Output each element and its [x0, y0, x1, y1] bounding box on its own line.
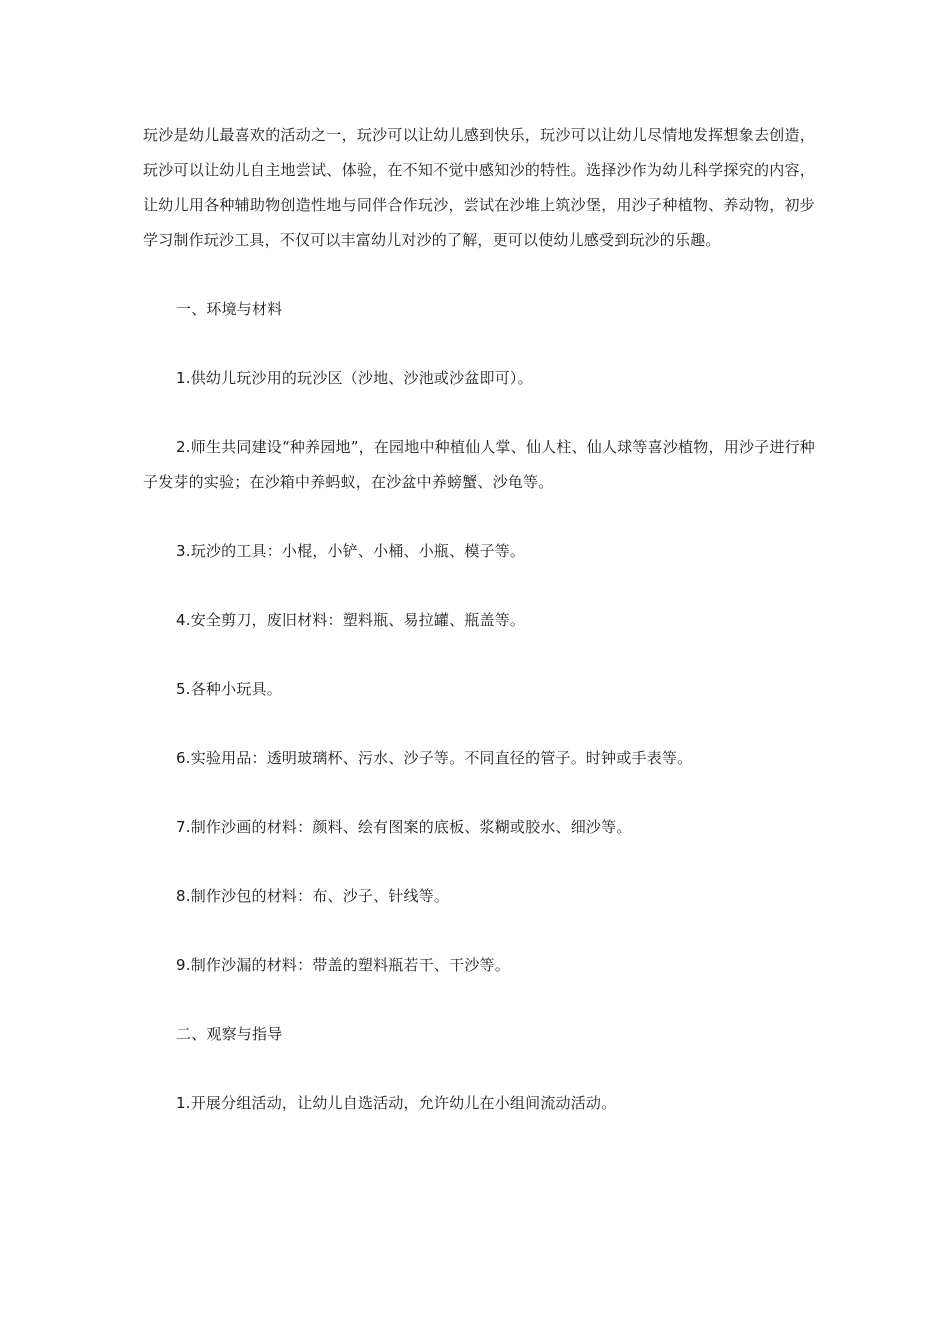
list-item — [143, 672, 815, 707]
item-number: 5. — [176, 680, 191, 698]
item-text: 玩沙的工具：小棍，小铲、小桶、小瓶、模子等。 — [190, 542, 526, 560]
item-text: 供幼儿玩沙用的玩沙区（沙地、沙池或沙盆即可）。 — [190, 369, 533, 387]
item-text: 实验用品：透明玻璃杯、污水、沙子等。不同直径的管子。时钟或手表等。 — [190, 749, 693, 767]
item-number: 1. — [176, 369, 191, 387]
item-text: 制作沙画的材料：颜料、绘有图案的底板、浆糊或胶水、细沙等。 — [190, 818, 632, 836]
list-item — [143, 948, 815, 983]
section-heading-observation: 二、观察与指导 — [176, 1025, 283, 1043]
item-text: 师生共同建设“种养园地”，在园地中种植仙人掌、仙人柱、仙人球等喜沙植物，用沙子进行种子发芽的实验；在沙箱中养蚂蚁，在沙盆中养螃蟹、沙龟等。 — [143, 438, 815, 491]
list-item — [143, 1086, 815, 1121]
item-number: 6. — [176, 749, 191, 767]
item-number: 2. — [176, 438, 191, 456]
list-item — [143, 430, 815, 500]
list-item — [143, 879, 815, 914]
item-number: 1. — [176, 1094, 191, 1112]
list-item — [143, 603, 815, 638]
list-item — [143, 810, 815, 845]
item-number: 8. — [176, 887, 191, 905]
item-number: 4. — [176, 611, 191, 629]
item-text: 制作沙包的材料：布、沙子、针线等。 — [190, 887, 450, 905]
intro-paragraph: 玩沙是幼儿最喜欢的活动之一，玩沙可以让幼儿感到快乐，玩沙可以让幼儿尽情地发挥想象去创造，玩沙可以让幼儿自主地尝试、体验，在不知不觉中感知沙的特性。选择沙作为幼儿科学探究的内容，让幼儿用各种辅助物创造性地与同伴合作玩沙，尝试在沙堆上筑沙堡，用沙子种植物、养动物，初步学习制作玩沙工具，不仅可以丰富幼儿对沙的了解，更可以使幼儿感受到玩沙的乐趣。 — [143, 126, 815, 249]
item-number: 7. — [176, 818, 191, 836]
item-number: 9. — [176, 956, 191, 974]
item-text: 制作沙漏的材料：带盖的塑料瓶若干、干沙等。 — [190, 956, 510, 974]
item-number: 3. — [176, 542, 191, 560]
item-text: 各种小玩具。 — [190, 680, 282, 698]
section-heading-environment: 一、环境与材料 — [176, 300, 283, 318]
list-item — [143, 741, 815, 776]
item-text: 开展分组活动，让幼儿自选活动，允许幼儿在小组间流动活动。 — [190, 1094, 617, 1112]
item-text: 安全剪刀，废旧材料：塑料瓶、易拉罐、瓶盖等。 — [190, 611, 526, 629]
list-item — [143, 361, 815, 396]
list-item — [143, 534, 815, 569]
document-page — [143, 118, 815, 1121]
